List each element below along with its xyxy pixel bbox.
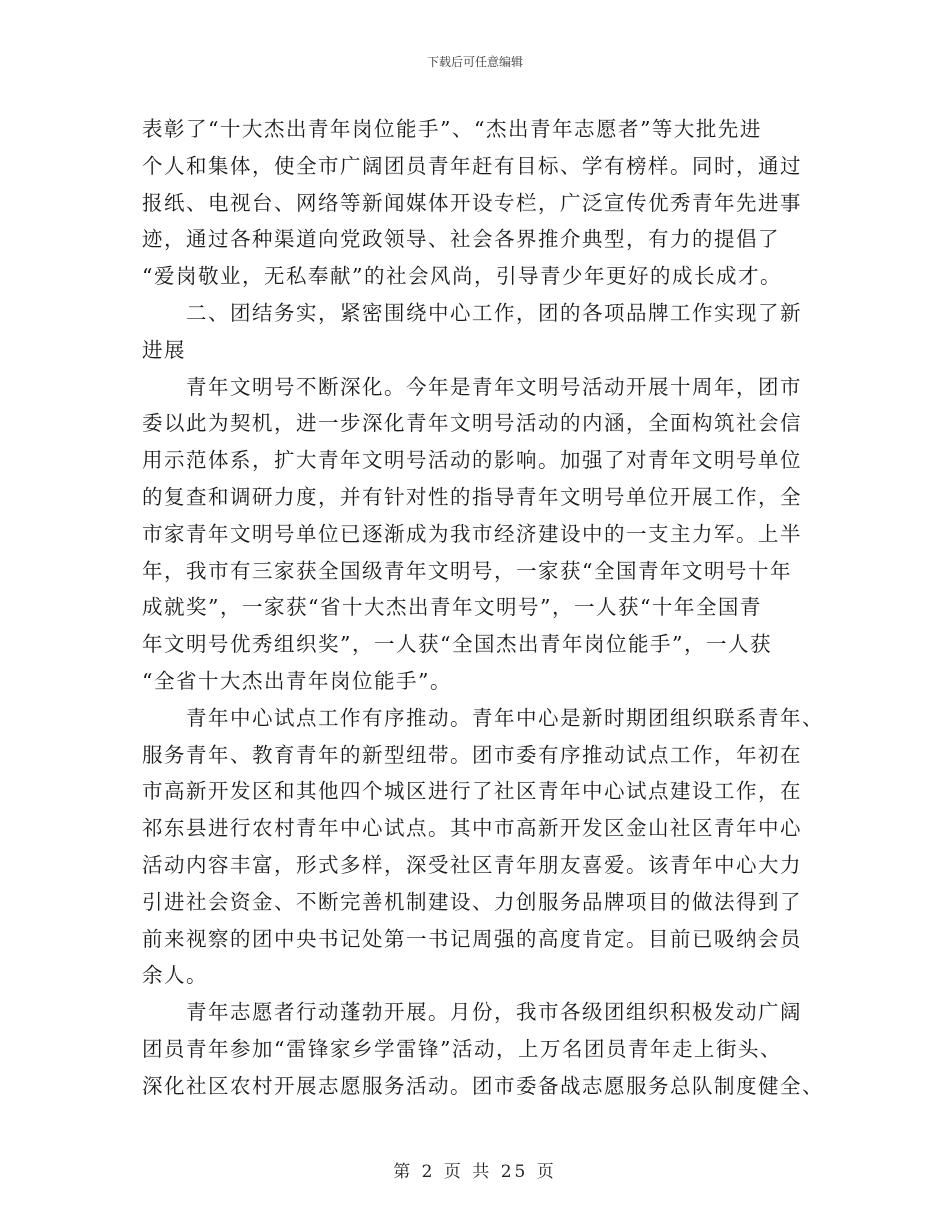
text-line: 青年文明号不断深化。今年是青年文明号活动开展十周年，团市 [142,374,802,399]
text-line: 团员青年参加“雷锋家乡学雷锋”活动，上万名团员青年走上街头、 [142,1036,782,1061]
text-line: 表彰了“十大杰出青年岗位能手”、“杰出青年志愿者”等大批先进 [142,117,762,141]
page-footer: 第 2 页 共 25 页 [393,1162,557,1182]
text-line: 青年志愿者行动蓬勃开展。月份，我市各级团组织积极发动广阔 [142,1000,802,1025]
text-line: 余人。 [142,963,208,988]
text-line: 前来视察的团中央书记处第一书记周强的高度肯定。目前已吸纳会员 [142,926,802,951]
text-line: 报纸、电视台、网络等新闻媒体开设专栏，广泛宣传优秀青年先进事 [142,190,802,215]
text-line: 青年中心试点工作有序推动。青年中心是新时期团组织联系青年、 [142,705,824,730]
text-line: 服务青年、教育青年的新型纽带。团市委有序推动试点工作，年初在 [142,742,802,767]
text-line: 活动内容丰富，形式多样，深受社区青年朋友喜爱。该青年中心大力 [142,852,802,877]
text-line: 用示范体系，扩大青年文明号活动的影响。加强了对青年文明号单位 [142,448,802,473]
text-line: 二、团结务实，紧密围绕中心工作，团的各项品牌工作实现了新 [142,300,802,325]
text-line: 深化社区农村开展志愿服务活动。团市委备战志愿服务总队制度健全、 [142,1073,824,1098]
text-line: 迹，通过各种渠道向党政领导、社会各界推介典型，有力的提倡了 [142,227,780,252]
text-line: 年文明号优秀组织奖”，一人获“全国杰出青年岗位能手”，一人获 [142,632,772,657]
text-line: 引进社会资金、不断完善机制建设、力创服务品牌项目的做法得到了 [142,889,802,914]
text-line: 委以此为契机，进一步深化青年文明号活动的内涵，全面构筑社会信 [142,411,802,436]
text-line: 年，我市有三家获全国级青年文明号，一家获“全国青年文明号十年 [142,558,792,583]
text-line: “爱岗敬业，无私奉献”的社会风尚，引导青少年更好的成长成才。 [142,264,782,289]
text-line: 市家青年文明号单位已逐渐成为我市经济建设中的一支主力军。上半 [142,521,802,546]
text-line: 祁东县进行农村青年中心试点。其中市高新开发区金山社区青年中心 [142,816,802,841]
document-body [142,111,824,1105]
text-line: 个人和集体，使全市广阔团员青年赶有目标、学有榜样。同时，通过 [142,153,802,178]
text-line: 的复查和调研力度，并有针对性的指导青年文明号单位开展工作，全 [142,484,802,509]
page-header: 下载后可任意编辑 [426,55,523,69]
text-line: 市高新开发区和其他四个城区进行了社区青年中心试点建设工作，在 [142,779,802,804]
text-line: 进展 [142,337,186,362]
text-line: 成就奖”，一家获“省十大杰出青年文明号”，一人获“十年全国青 [142,595,762,620]
text-line: “全省十大杰出青年岗位能手”。 [142,668,452,693]
